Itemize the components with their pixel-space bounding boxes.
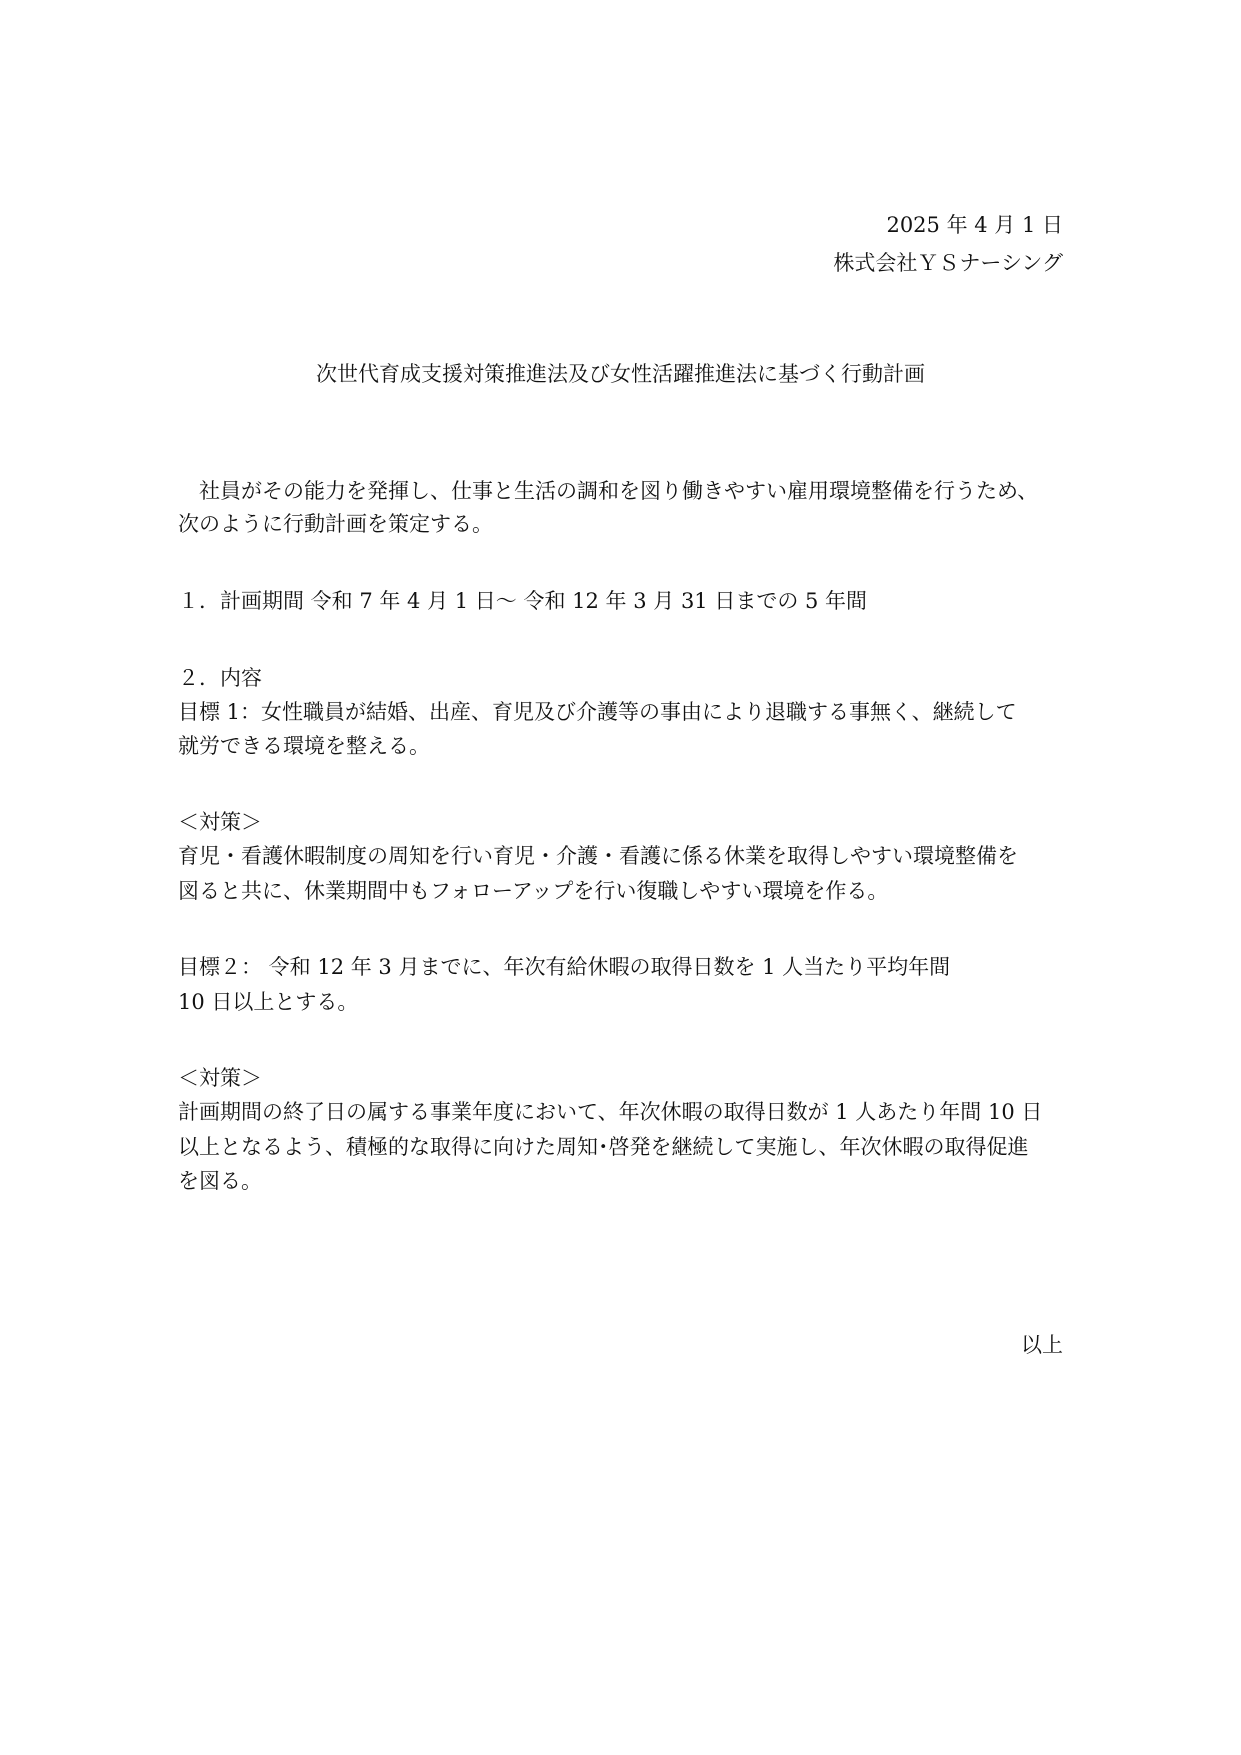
goal-2-line-2: 10 日以上とする。: [178, 990, 359, 1014]
intro-line-1: 社員がその能力を発揮し、仕事と生活の調和を図り働きやすい雇用環境整備を行うため、: [178, 479, 1039, 503]
document-title: 次世代育成支援対策推進法及び女性活躍推進法に基づく行動計画: [316, 362, 925, 386]
goal-1-line-1: 目標 1：女性職員が結婚、出産、育児及び介護等の事由により退職する事無く、継続して: [178, 700, 1017, 724]
goal-2-line-1: 目標２： 令和 12 年 3 月までに、年次有給休暇の取得日数を 1 人当たり平均年間: [178, 955, 951, 979]
measure-2-heading: ＜対策＞: [178, 1066, 262, 1090]
measure-2-line-3: を図る。: [178, 1169, 262, 1193]
measure-1-line-2: 図ると共に、休業期間中もフォローアップを行い復職しやすい環境を作る。: [178, 879, 889, 903]
measure-1-heading: ＜対策＞: [178, 810, 262, 834]
document-date: 2025 年 4 月 1 日: [886, 213, 1063, 237]
measure-2-line-2: 以上となるよう、積極的な取得に向けた周知･啓発を継続して実施し、年次休暇の取得促進: [178, 1135, 1029, 1159]
intro-line-2: 次のように行動計画を策定する。: [178, 512, 493, 536]
company-name: 株式会社ＹＳナーシング: [833, 251, 1063, 275]
content-heading: ２．内容: [178, 666, 262, 690]
measure-2-line-1: 計画期間の終了日の属する事業年度において、年次休暇の取得日数が 1 人あたり年間 10 日: [178, 1100, 1043, 1124]
plan-period: １．計画期間 令和 7 年 4 月 1 日～ 令和 12 年 3 月 31 日までの 5 年間: [178, 589, 868, 613]
goal-1-line-2: 就労できる環境を整える。: [178, 734, 430, 758]
closing-text: 以上: [1021, 1333, 1063, 1357]
measure-1-line-1: 育児・看護休暇制度の周知を行い育児・介護・看護に係る休業を取得しやすい環境整備を: [178, 844, 1018, 868]
